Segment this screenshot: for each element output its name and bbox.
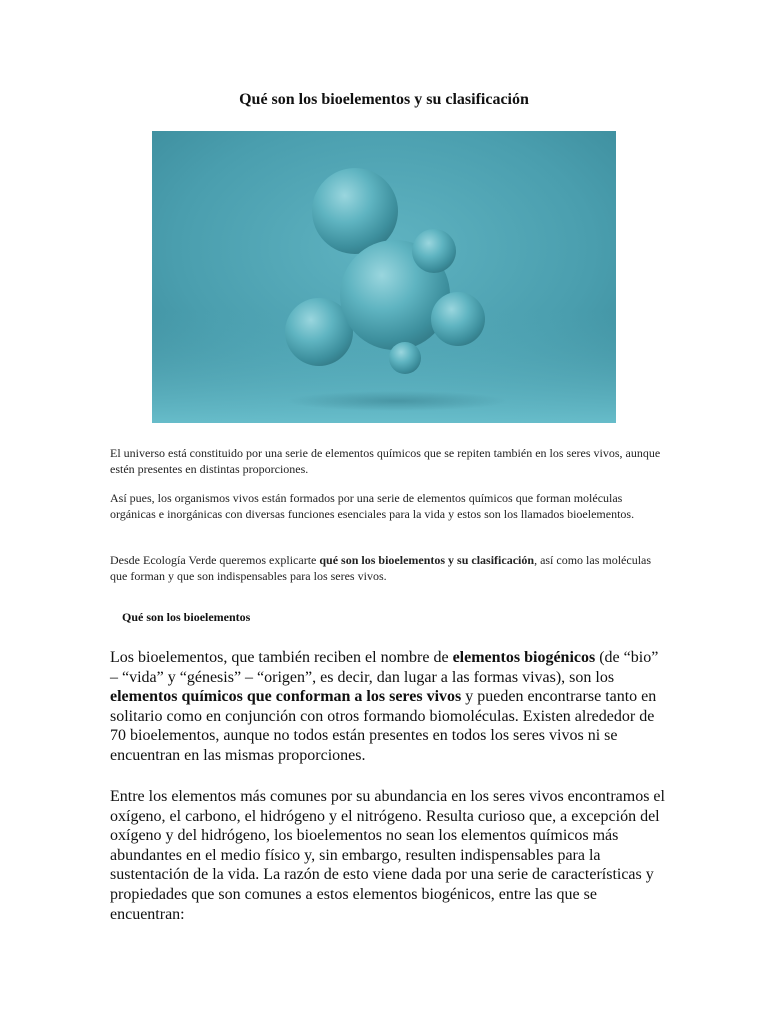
body-p1-text-2: (de “bio” – “vida” y “génesis” – “origen”, es decir, dan lugar a las formas vivas), son los	[110, 649, 659, 686]
body-p1-bold-2: elementos químicos que conforman a los seres vivos	[110, 688, 462, 706]
intro-paragraph-1: El universo está constituido por una serie de elementos químicos que se repiten también en los seres vivos, aunque estén presentes en distintas proporciones.	[110, 446, 661, 476]
body-paragraph-2: Entre los elementos más comunes por su abundancia en los seres vivos encontramos el oxígeno, el carbono, el hidrógeno y el nitrógeno. Resulta curioso que, a excepción del oxígeno y del hidrógeno, los bioelementos no sean los elementos químicos más abundantes en el medio físico y, sin embargo, resulten indispensables para la sustentación de la vida. La razón de esto viene dada por una serie de características y propiedades que son comunes a estos elementos biogénicos, entre las que se encuentran:	[110, 788, 665, 923]
sphere-top-right	[412, 229, 456, 273]
intro-p3-bold: qué son los bioelementos y su clasificación	[319, 553, 535, 567]
body-paragraph-1	[110, 648, 666, 766]
body-p1-text-1: Los bioelementos, que también reciben el nombre de	[110, 649, 453, 666]
intro-p3-text: Desde Ecología Verde queremos explicarte	[110, 553, 320, 567]
intro-paragraph-3	[110, 553, 665, 584]
molecule-illustration	[152, 131, 616, 423]
sphere-bottom	[389, 342, 421, 374]
intro-p3-tail: , así como las moléculas que forman y que son indispensables para los seres vivos.	[110, 553, 652, 583]
sphere-right	[431, 292, 485, 346]
molecule-spheres-image	[152, 131, 616, 423]
body-p1-text-3: y pueden encontrarse tanto en solitario como en conjunción con otros formando biomoléculas. Existen alrededor de 70 bioelementos, aunque no todos están presentes en todos los seres vivos ni se encuentran en las mismas proporciones.	[110, 688, 657, 764]
section-heading: Qué son los bioelementos	[122, 610, 251, 624]
intro-paragraph-2: Así pues, los organismos vivos están formados por una serie de elementos químicos que forman moléculas orgánicas e inorgánicas con diversas funciones esenciales para la vida y estos son los llamados bioelementos.	[110, 491, 635, 521]
body-p1-bold-1: elementos biogénicos	[452, 649, 596, 666]
page-title: Qué son los bioelementos y su clasificación	[239, 91, 529, 108]
